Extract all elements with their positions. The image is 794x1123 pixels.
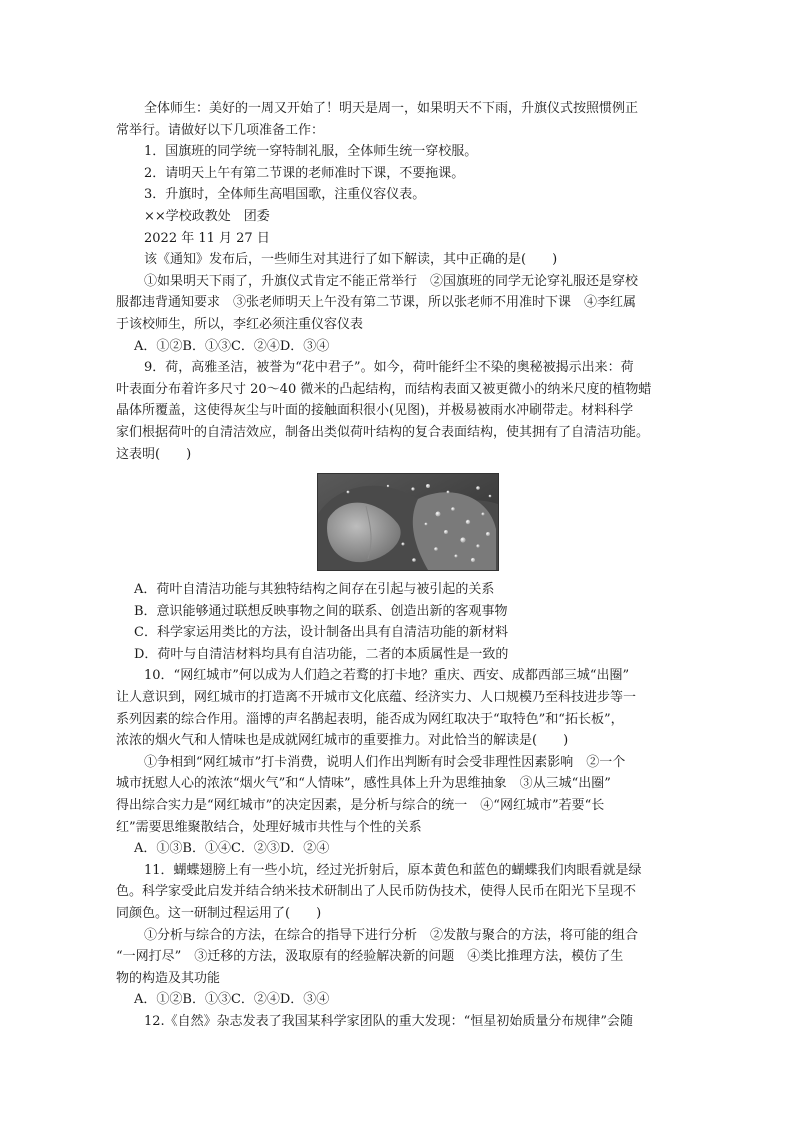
choice-d: D．荷叶与自清洁材料均具有自洁功能，二者的本质属性是一致的 bbox=[134, 646, 509, 662]
question-stem: 叶表面分布着许多尺寸 20～40 微米的凸起结构，而结构表面又被更微小的纳米尺度的植物蜡 bbox=[116, 381, 652, 397]
question-stem: 9．荷，高雅圣洁，被誉为“花中君子”。如今，荷叶能纤尘不染的奥秘被揭示出来：荷 bbox=[144, 360, 634, 376]
notice-item: 2．请明天上午有第二节课的老师准时下课，不要拖课。 bbox=[144, 165, 465, 181]
question-statement: 物的构造及其功能 bbox=[116, 970, 221, 986]
question-choices: A．①②B．①③C．②④D．③④ bbox=[134, 338, 330, 354]
question-stem: 系列因素的综合作用。淄博的声名鹊起表明，能否成为网红取决于“取特色”和“拓长板”， bbox=[116, 711, 624, 727]
question-stem: 10．“网红城市”何以成为人们趋之若鹜的打卡地？重庆、西安、成都西部三城“出圈” bbox=[144, 668, 630, 684]
notice-item: 3．升旗时，全体师生高唱国歌，注重仪容仪表。 bbox=[144, 187, 426, 203]
question-stem: 家们根据荷叶的自清洁效应，制备出类似荷叶结构的复合表面结构，使其拥有了自清洁功能。 bbox=[116, 424, 650, 440]
question-stem: 这表明( ) bbox=[116, 446, 192, 462]
choice-b: B．意识能够通过联想反映事物之间的联系、创造出新的客观事物 bbox=[134, 603, 508, 619]
question-statement: 城市抚慰人心的浓浓“烟火气”和“人情味”，感性具体上升为思维抽象 ③从三城“出圈” bbox=[116, 776, 611, 792]
question-statement: 服都违背通知要求 ③张老师明天上午没有第二节课，所以张老师不用准时下课 ④李红属 bbox=[116, 295, 637, 311]
question-stem: 11．蝴蝶翅膀上有一些小坑，经过光折射后，原本黄色和蓝色的蝴蝶我们肉眼看就是绿 bbox=[144, 862, 642, 878]
lotus-leaf-image bbox=[318, 474, 498, 570]
question-stem: 同颜色。这一研制过程运用了( ) bbox=[116, 906, 322, 921]
notice-date: 2022 年 11 月 27 日 bbox=[144, 230, 270, 246]
notice-line: 常举行。请做好以下几项准备工作： bbox=[116, 122, 325, 138]
notice-item: 1．国旗班的同学统一穿特制礼服，全体师生统一穿校服。 bbox=[144, 144, 478, 160]
question-stem: 该《通知》发布后，一些师生对其进行了如下解读，其中正确的是( ) bbox=[144, 252, 558, 268]
question-stem: 12.《自然》杂志发表了我国某科学家团队的重大发现：“恒星初始质量分布规律”会随 bbox=[144, 1013, 633, 1029]
notice-line: 全体师生：美好的一周又开始了！明天是周一，如果明天不下雨，升旗仪式按照惯例正 bbox=[144, 101, 639, 116]
question-stem: 浓浓的烟火气和人情味也是成就网红城市的重要推力。对此恰当的解读是( ) bbox=[116, 733, 569, 749]
choice-c: C．科学家运用类比的方法，设计制备出具有自清洁功能的新材料 bbox=[134, 625, 508, 641]
question-statement: ①分析与综合的方法，在综合的指导下进行分析 ②发散与聚合的方法，将可能的组合 bbox=[144, 927, 639, 943]
question-statement: “一网打尽” ③迁移的方法，汲取原有的经验解决新的问题 ④类比推理方法，模仿了生 bbox=[116, 949, 624, 965]
document-page bbox=[116, 98, 678, 1033]
question-stem: 晶体所覆盖，这使得灰尘与叶面的接触面积很小(见图)，并极易被雨水冲刷带走。材料科学 bbox=[116, 403, 634, 419]
question-stem: 色。科学家受此启发并结合纳米技术研制出了人民币防伪技术，使得人民币在阳光下呈现不 bbox=[116, 884, 637, 900]
question-choices: A．①③B．①④C．②③D．②④ bbox=[134, 841, 330, 857]
question-statement: ①如果明天下雨了，升旗仪式肯定不能正常举行 ②国旗班的同学无论穿礼服还是穿校 bbox=[144, 273, 639, 289]
question-statement: 于该校师生，所以，李红必须注重仪容仪表 bbox=[116, 316, 364, 332]
notice-signature: ××学校政教处 团委 bbox=[144, 208, 270, 224]
choice-a: A．荷叶自清洁功能与其独特结构之间存在引起与被引起的关系 bbox=[134, 582, 495, 598]
question-statement: 红”需要思维聚散结合，处理好城市共性与个性的关系 bbox=[116, 819, 422, 835]
question-statement: ①争相到“网红城市”打卡消费，说明人们作出判断有时会受非理性因素影响 ②一个 bbox=[144, 754, 626, 770]
question-stem: 让人意识到，网红城市的打造离不开城市文化底蕴、经济实力、人口规模乃至科技进步等一 bbox=[116, 690, 637, 706]
question-choices: A．①②B．①③C．②④D．③④ bbox=[134, 992, 330, 1008]
question-statement: 得出综合实力是“网红城市”的决定因素，是分析与综合的统一 ④“网红城市”若要“长 bbox=[116, 798, 605, 814]
lotus-leaf-figure bbox=[317, 473, 499, 571]
